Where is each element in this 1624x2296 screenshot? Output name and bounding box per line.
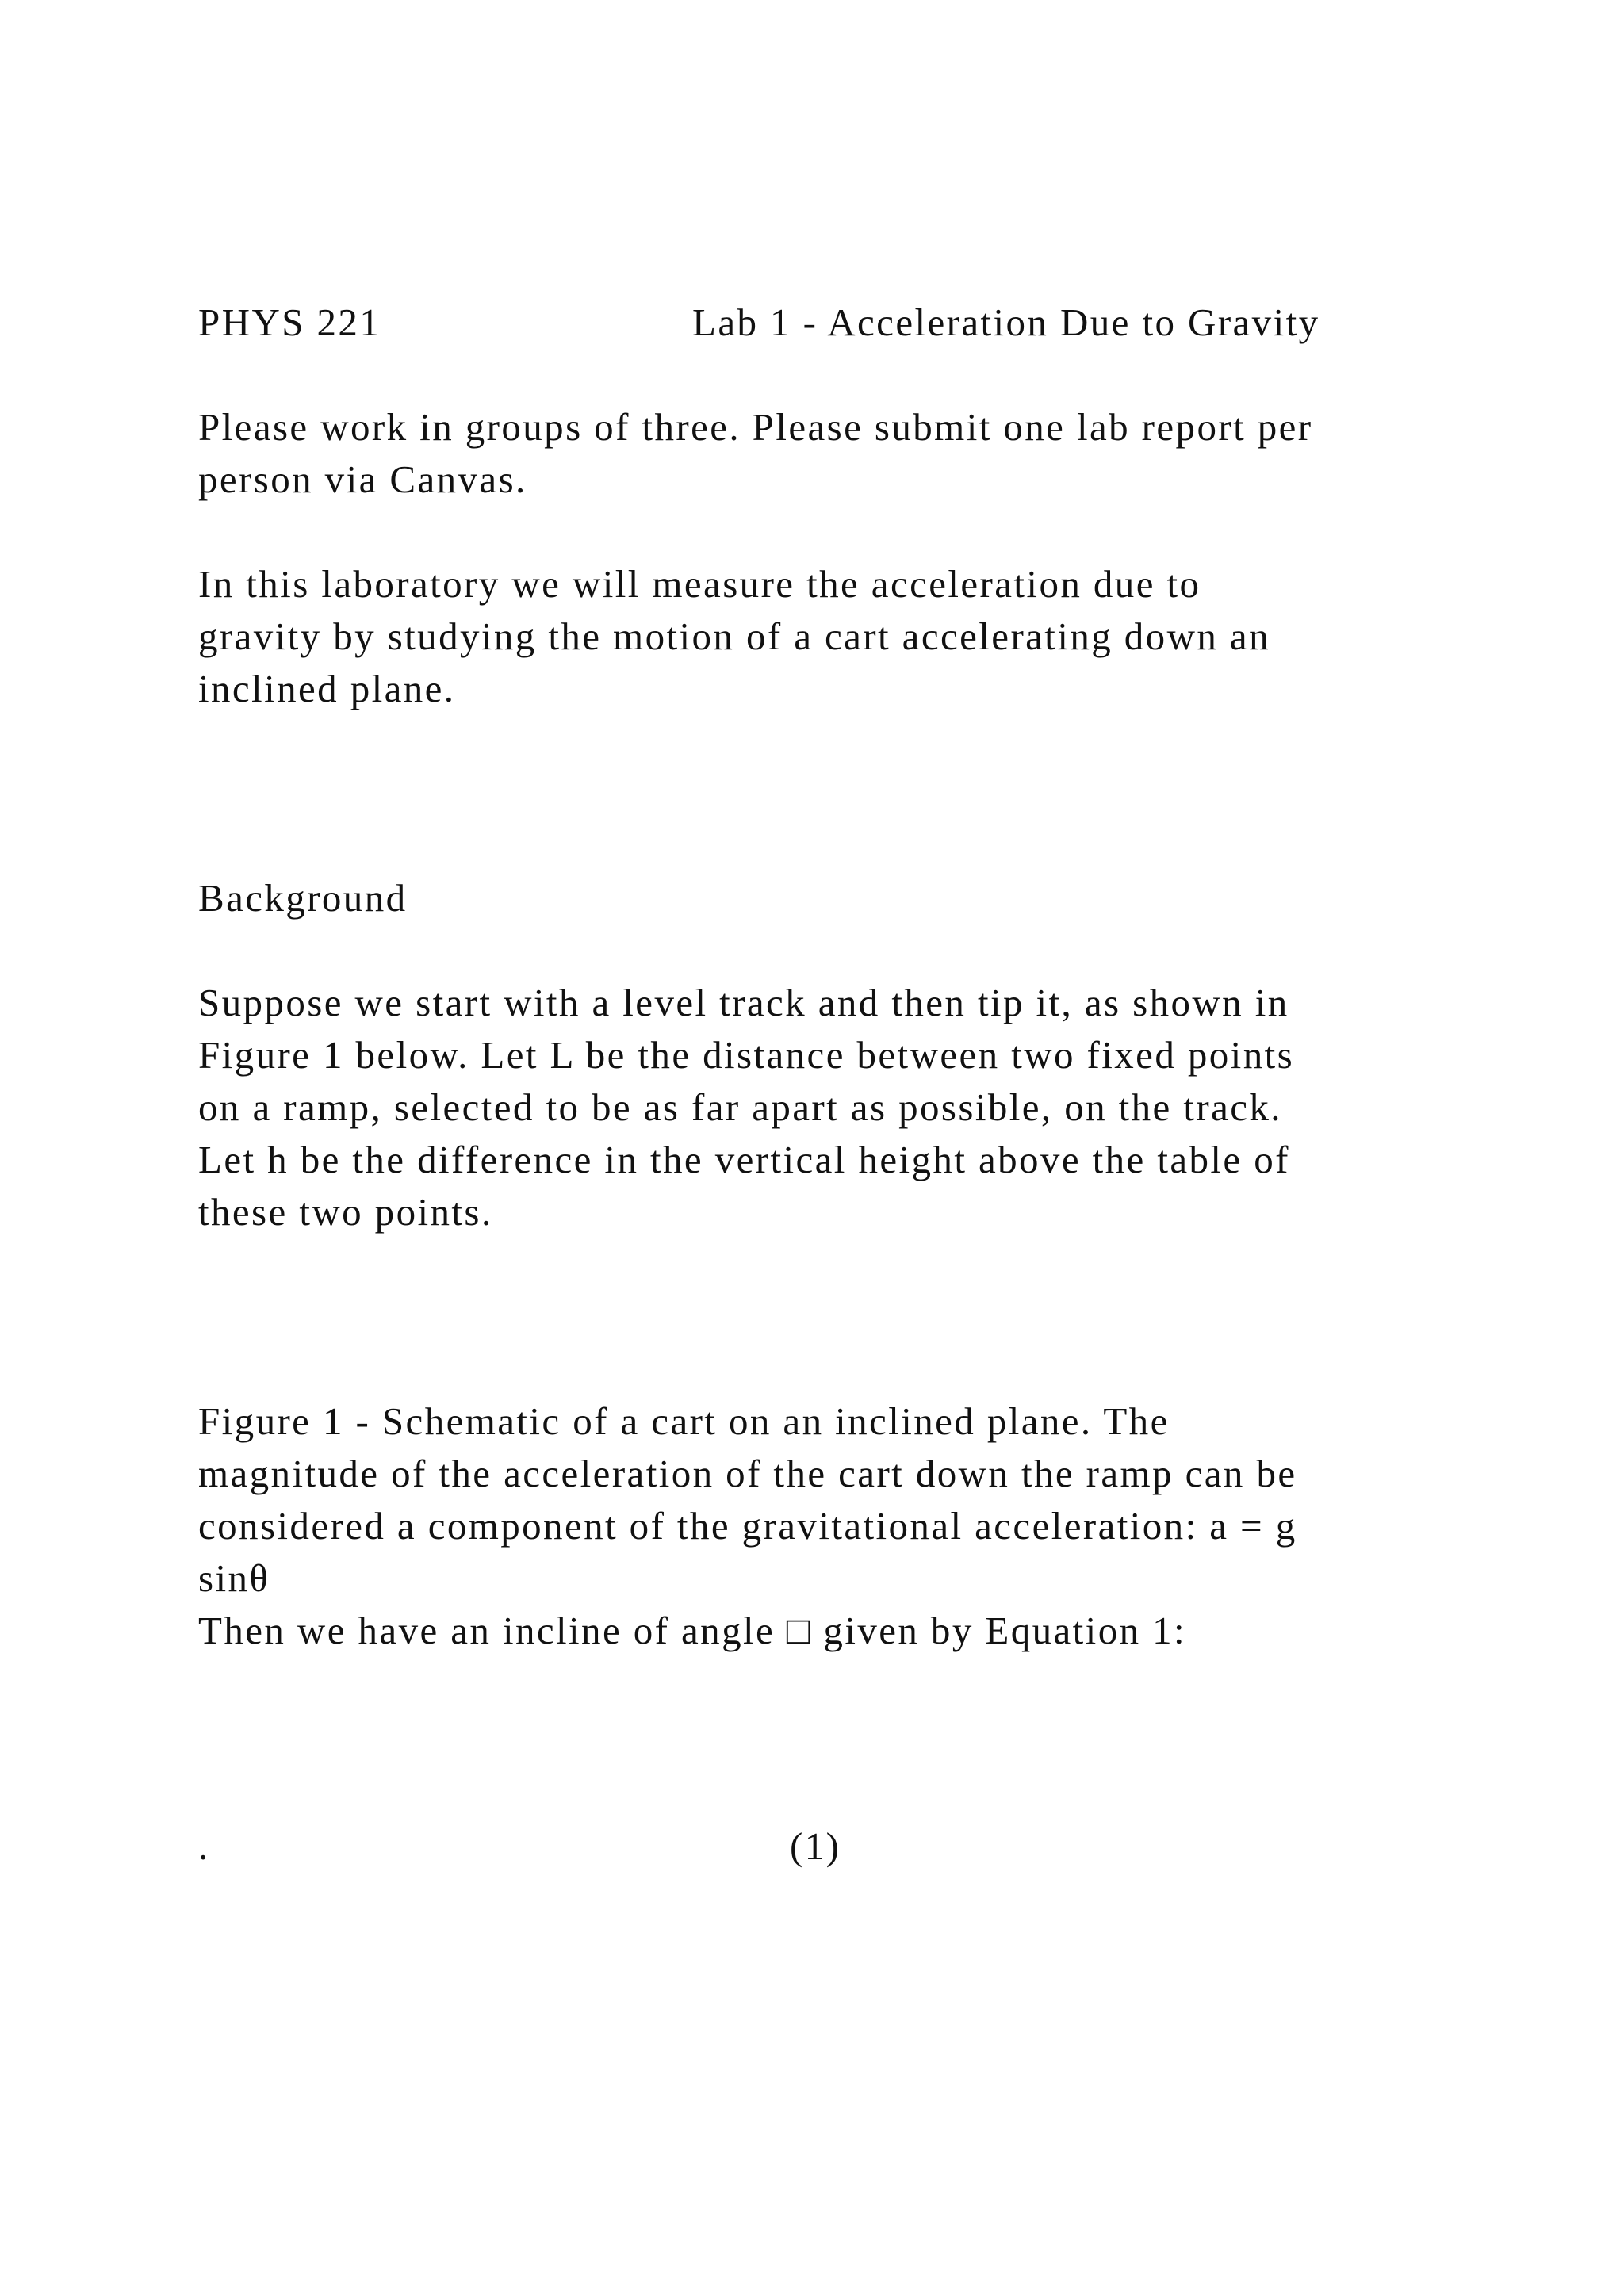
figure-caption-line-3: considered a component of the gravitational acceleration: a = g xyxy=(198,1504,1297,1548)
background-line-1: Suppose we start with a level track and then tip it, as shown in xyxy=(198,981,1289,1024)
intro-line-2: person via Canvas. xyxy=(198,457,527,501)
figure-caption-line-2: magnitude of the acceleration of the cart down the ramp can be xyxy=(198,1452,1297,1495)
figure-caption-line-1: Figure 1 - Schematic of a cart on an inclined plane. The xyxy=(198,1399,1170,1443)
purpose-line-1: In this laboratory we will measure the acceleration due to xyxy=(198,562,1201,606)
background-line-3: on a ramp, selected to be as far apart as possible, on the track. xyxy=(198,1085,1282,1129)
equation-placeholder-dot: . xyxy=(198,1824,209,1868)
background-line-4: Let h be the difference in the vertical height above the table of xyxy=(198,1138,1290,1181)
background-heading: Background xyxy=(198,876,408,920)
background-line-2: Figure 1 below. Let L be the distance between two fixed points xyxy=(198,1033,1295,1077)
background-line-5: these two points. xyxy=(198,1190,493,1234)
equation-number: (1) xyxy=(790,1824,841,1868)
purpose-line-3: inclined plane. xyxy=(198,667,456,710)
figure-caption-line-4: sinθ xyxy=(198,1556,270,1600)
purpose-line-2: gravity by studying the motion of a cart accelerating down an xyxy=(198,614,1270,658)
intro-line-1: Please work in groups of three. Please submit one lab report per xyxy=(198,405,1313,449)
figure-caption-line-5: Then we have an incline of angle □ given by Equation 1: xyxy=(198,1609,1187,1652)
course-code: PHYS 221 xyxy=(198,300,381,344)
lab-title: Lab 1 - Acceleration Due to Gravity xyxy=(692,300,1320,344)
